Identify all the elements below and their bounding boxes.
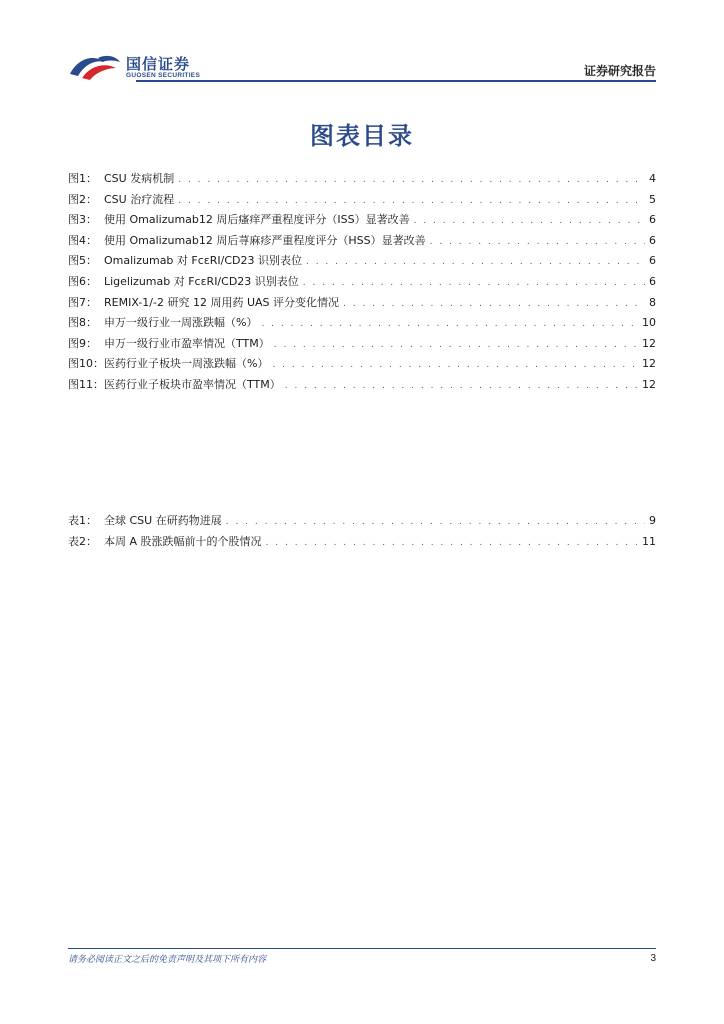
report-type-label: 证券研究报告 (583, 64, 656, 78)
toc-entry-number: 图11： (68, 377, 104, 391)
toc-entry-title: REMIX-1/-2 研究 12 周用药 UAS 评分变化情况 (104, 295, 339, 309)
page-title: 图表目录 (310, 122, 414, 150)
toc-entry[interactable] (68, 294, 656, 315)
toc-entry-number: 图2： (68, 192, 97, 206)
toc-dot-leader (226, 517, 645, 527)
toc-entry-title: 申万一级行业市盈率情况（TTM） (104, 336, 270, 350)
toc-entry-page: 8 (649, 295, 656, 309)
toc-entry-page: 6 (649, 254, 656, 268)
footer-disclaimer: 请务必阅读正文之后的免责声明及其项下所有内容 (68, 955, 267, 965)
footer-page-number: 3 (650, 953, 656, 964)
table-toc (68, 512, 656, 553)
toc-entry-page: 12 (642, 357, 656, 371)
footer-divider (68, 948, 656, 949)
toc-entry-page: 6 (649, 274, 656, 288)
toc-dot-leader (178, 196, 645, 206)
figure-toc (68, 170, 656, 397)
toc-entry-number: 图9： (68, 336, 97, 350)
guosen-logo-icon (68, 52, 122, 82)
toc-entry-number: 图1： (68, 172, 97, 185)
toc-entry-page: 11 (642, 534, 656, 548)
logo-english-name: GUOSEN SECURITIES (126, 72, 201, 79)
toc-entry-page: 6 (649, 213, 656, 227)
toc-entry-page: 12 (642, 336, 656, 350)
toc-entry-number: 图10： (68, 357, 104, 371)
toc-entry-title: 全球 CSU 在研药物进展 (104, 514, 222, 527)
toc-dot-leader (303, 278, 645, 288)
toc-dot-leader (274, 340, 638, 350)
toc-entry[interactable] (68, 191, 656, 212)
toc-entry-page: 9 (649, 514, 656, 527)
toc-entry-number: 图4： (68, 233, 97, 247)
toc-entry-title: Omalizumab 对 FcεRI/CD23 识别表位 (104, 254, 302, 268)
toc-entry[interactable] (68, 355, 656, 376)
toc-entry[interactable] (68, 232, 656, 253)
guosen-logo (68, 48, 208, 84)
toc-entry[interactable] (68, 533, 656, 554)
toc-entry-number: 图8： (68, 316, 97, 330)
toc-entry[interactable] (68, 512, 656, 533)
logo-chinese-name: 国信证券 (126, 55, 191, 73)
toc-entry-title: CSU 治疗流程 (104, 192, 175, 206)
toc-entry[interactable] (68, 335, 656, 356)
toc-dot-leader (285, 381, 638, 391)
toc-entry-page: 6 (649, 233, 656, 247)
toc-entry-number: 图6： (68, 274, 97, 288)
toc-entry-title: 医药行业子板块一周涨跌幅（%） (104, 357, 269, 371)
toc-dot-leader (343, 299, 645, 309)
toc-entry-title: CSU 发病机制 (104, 172, 175, 185)
toc-entry-page: 12 (642, 377, 656, 391)
toc-entry-number: 图3： (68, 213, 97, 227)
toc-entry-title: 医药行业子板块市盈率情况（TTM） (104, 377, 281, 391)
toc-entry-number: 图7： (68, 295, 97, 309)
toc-entry-title: 使用 Omalizumab12 周后瘙痒严重程度评分（ISS）显著改善 (104, 213, 410, 227)
toc-entry-number: 图5： (68, 254, 97, 268)
toc-entry[interactable] (68, 314, 656, 335)
toc-entry[interactable] (68, 273, 656, 294)
toc-dot-leader (266, 538, 638, 548)
toc-entry[interactable] (68, 211, 656, 232)
toc-entry-page: 4 (649, 172, 656, 185)
toc-entry[interactable] (68, 252, 656, 273)
toc-entry-title: 使用 Omalizumab12 周后荨麻疹严重程度评分（HSS）显著改善 (104, 233, 426, 247)
toc-dot-leader (178, 175, 645, 185)
toc-entry-page: 5 (649, 192, 656, 206)
toc-dot-leader (306, 257, 645, 267)
toc-dot-leader (430, 237, 645, 247)
toc-entry-title: 本周 A 股涨跌幅前十的个股情况 (104, 534, 262, 548)
toc-entry-number: 表2： (68, 534, 97, 548)
toc-entry-page: 10 (642, 316, 656, 330)
toc-dot-leader (261, 319, 638, 329)
toc-entry[interactable] (68, 170, 656, 191)
toc-dot-leader (414, 216, 645, 226)
toc-dot-leader (272, 360, 638, 370)
toc-entry-number: 表1： (68, 514, 97, 527)
toc-entry[interactable] (68, 376, 656, 397)
toc-entry-title: 申万一级行业一周涨跌幅（%） (104, 316, 258, 330)
toc-entry-title: Ligelizumab 对 FcεRI/CD23 识别表位 (104, 274, 299, 288)
header-divider (136, 80, 656, 82)
